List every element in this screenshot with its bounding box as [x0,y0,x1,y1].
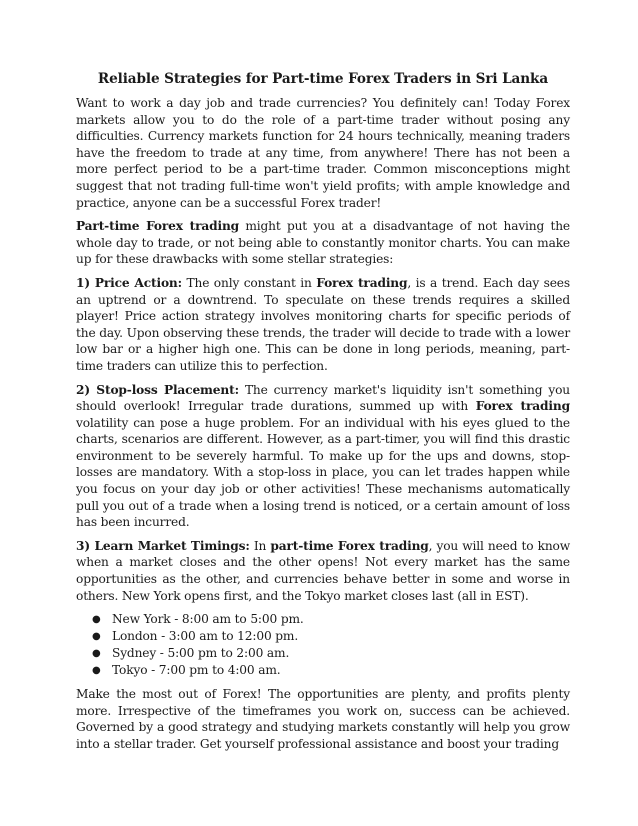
market-timings-keyword: part-time Forex trading [270,538,429,553]
list-item: ● Sydney - 5:00 pm to 2:00 am. [92,646,290,661]
list-item: ● London - 3:00 am to 12:00 pm. [92,629,299,644]
list-item: ● Tokyo - 7:00 pm to 4:00 am. [92,663,281,678]
list-item: ● New York - 8:00 am to 5:00 pm. [92,612,304,627]
market-timings-heading: 3) Learn Market Timings: [76,538,250,553]
stop-loss-paragraph [76,382,570,531]
bullet-icon: ● [92,631,101,643]
market-timings-text-b: , you will need to know when a market closes and the other opens! Not every market has the same opportunities as the other, and currencies behave better in some and worse in others. New York opens first, and the Tokyo market closes last (all in EST). [76,538,570,603]
bullet-icon: ● [92,665,101,677]
stop-loss-heading: 2) Stop-loss Placement: [76,382,239,397]
intro-paragraph: Want to work a day job and trade currencies? You definitely can! Today Forex markets allow you to do the role of a part-time trader without posing any difficulties. Currency markets function for 24 hours technically, meaning traders have the freedom to trade at any time, from anywhere! There has not been a more perfect period to be a part-time trader. Common misconceptions might suggest that not trading full-time won't yield profits; with ample knowledge and practice, anyone can be a successful Forex trader! [76,96,570,210]
closing-paragraph: Make the most out of Forex! The opportunities are plenty, and profits plenty more. Irrespective of the timeframes you work on, success can be achieved. Governed by a good strategy and studying markets constantly will help you grow into a stellar trader. Get yourself professional assistance and boost your trading [76,687,570,751]
price-action-keyword: Forex trading [316,275,408,290]
drawbacks-text: might put you at a disadvantage of not having the whole day to trade, or not being able to constantly monitor charts. You can make up for these drawbacks with some stellar strategies: [76,219,570,267]
market-timings-text-a: In [249,538,271,553]
price-action-text-a: The only constant in [181,275,317,290]
price-action-paragraph [76,275,570,375]
stop-loss-keyword: Forex trading [475,399,570,414]
stop-loss-text-a: The currency market's liquidity isn't something you should overlook! Irregular trade durations, summed up with [76,382,570,414]
bullet-icon: ● [92,648,101,660]
market-timings-paragraph [76,538,570,604]
market-timings-list [76,611,570,679]
bullet-icon: ● [92,614,101,626]
price-action-heading: 1) Price Action: [76,275,182,290]
drawbacks-lead: Part-time Forex trading [76,219,240,234]
document-title: Reliable Strategies for Part-time Forex Traders in Sri Lanka [97,71,549,87]
price-action-text-b: , is a trend. Each day sees an uptrend or a downtrend. To speculate on these trends requires a skilled player! Price action strategy involves monitoring charts for specific periods of the day. Upon observing these trends, the trader will decide to trade with a lower low bar or a higher high one. This can be done in long periods, meaning, part-time traders can utilize this to perfection. [76,275,570,373]
stop-loss-text-b: volatility can pose a huge problem. For an individual with his eyes glued to the charts, scenarios are different. However, as a part-timer, you will find this drastic environment to be severely harmful. To make up for the ups and downs, stop-losses are mandatory. With a stop-loss in place, you can let trades happen while you focus on your day job or other activities! These mechanisms automatically pull you out of a trade when a losing trend is noticed, or a certain amount of loss has been incurred. [76,415,570,530]
drawbacks-paragraph [76,218,570,268]
